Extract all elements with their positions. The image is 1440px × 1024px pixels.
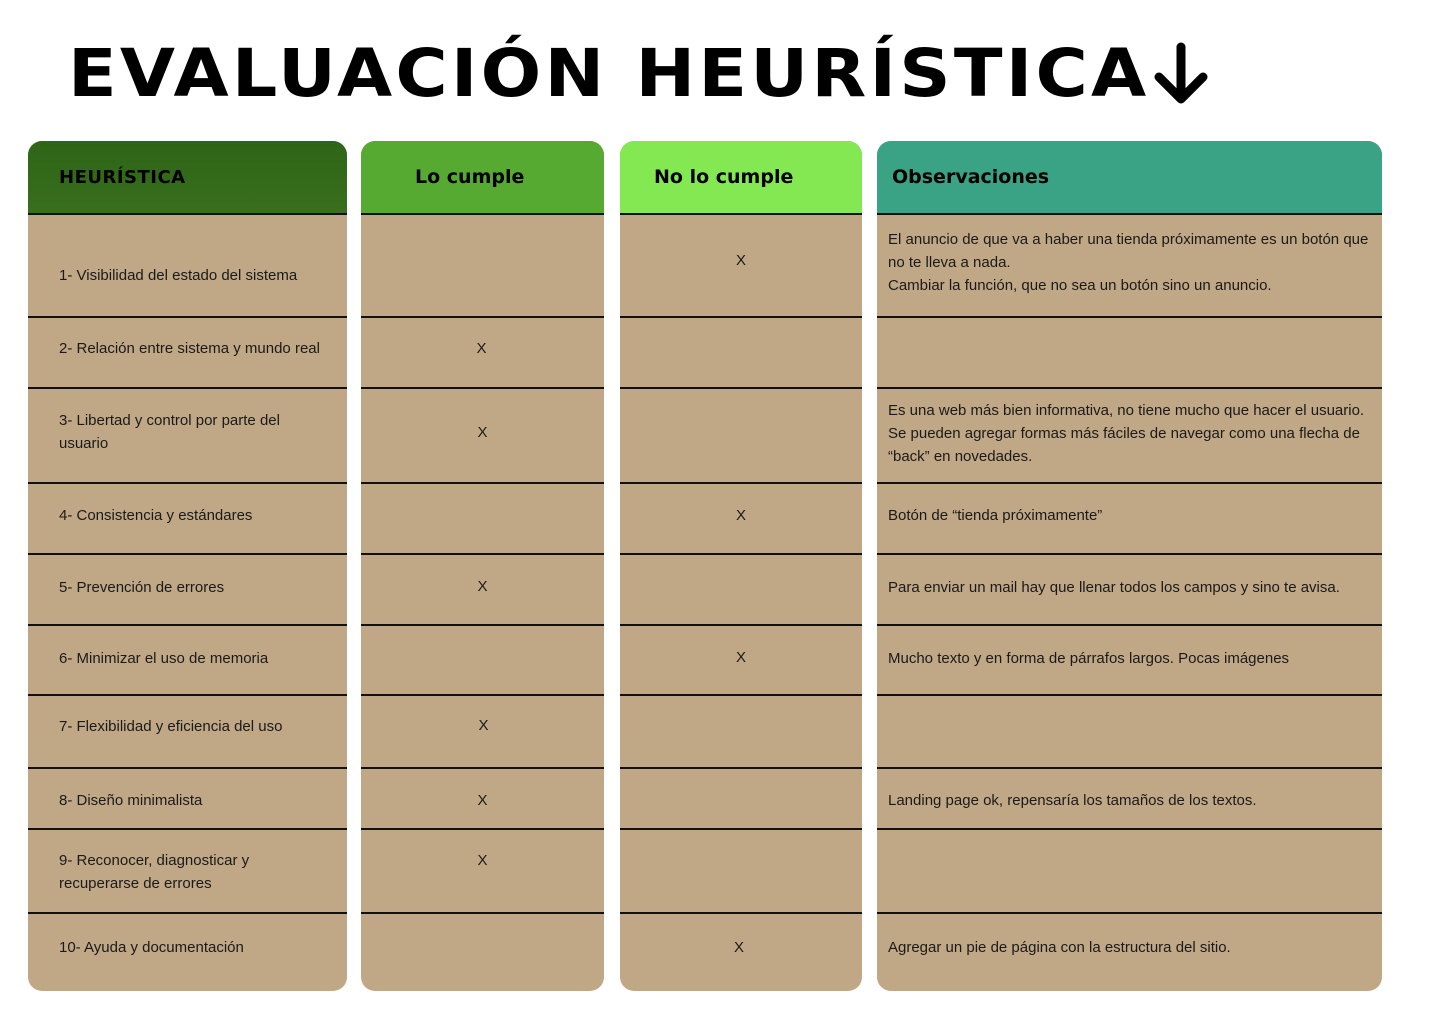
arrow-down-icon (1151, 41, 1211, 107)
check-mark: X (735, 252, 746, 269)
check-mark: X (477, 578, 488, 595)
table-row (28, 553, 347, 626)
column-no-lo-cumple (620, 141, 862, 991)
table-row (877, 215, 1382, 318)
table-row (361, 553, 604, 626)
table-row (361, 215, 604, 318)
table-row (620, 215, 862, 318)
heuristic-label: 3- Libertad y control por parte del usuario (59, 412, 280, 452)
column-header-label: Lo cumple (415, 166, 525, 188)
table-row (877, 316, 1382, 389)
table-row (361, 316, 604, 389)
table-row (28, 624, 347, 696)
table-row (877, 553, 1382, 626)
table-row (361, 624, 604, 696)
check-mark: X (733, 939, 744, 956)
table-row (361, 912, 604, 991)
heuristic-label: 8- Diseño minimalista (59, 792, 203, 809)
observation-text: Para enviar un mail hay que llenar todos los campos y sino te avisa. (888, 579, 1340, 596)
table-row (28, 828, 347, 914)
table-row (620, 912, 862, 991)
observation-text: El anuncio de que va a haber una tienda próximamente es un botón que no te lleva a nada. Cambiar la función, que no sea un botón sino un anuncio. (888, 231, 1369, 294)
table-row (620, 387, 862, 484)
table-row (877, 482, 1382, 555)
table-row (620, 828, 862, 914)
table-row (361, 387, 604, 484)
heuristic-label: 5- Prevención de errores (59, 579, 225, 596)
observation-text: Mucho texto y en forma de párrafos largos. Pocas imágenes (888, 650, 1290, 667)
column-header-observaciones (877, 141, 1382, 215)
column-header-heuristica (28, 141, 347, 215)
column-header-no-lo-cumple (620, 141, 862, 215)
column-header-label: No lo cumple (654, 166, 794, 188)
table-row (361, 828, 604, 914)
observation-text: Botón de “tienda próximamente” (888, 507, 1103, 524)
table-row (620, 482, 862, 555)
table-row (620, 694, 862, 769)
check-mark: X (478, 717, 489, 734)
heuristic-label: 10- Ayuda y documentación (59, 939, 244, 956)
table-row (361, 482, 604, 555)
table-row (28, 387, 347, 484)
table-row (877, 828, 1382, 914)
table-row (28, 215, 347, 318)
heuristic-label: 7- Flexibilidad y eficiencia del uso (59, 718, 283, 735)
check-mark: X (735, 649, 746, 666)
column-observaciones (877, 141, 1382, 991)
table-row (877, 387, 1382, 484)
table-row (620, 316, 862, 389)
table-row (28, 767, 347, 830)
heuristic-label: 6- Minimizar el uso de memoria (59, 650, 269, 667)
table-row (28, 694, 347, 769)
check-mark: X (735, 507, 746, 524)
table-row (877, 912, 1382, 991)
table-row (28, 316, 347, 389)
table-row (620, 767, 862, 830)
observation-text: Landing page ok, repensaría los tamaños de los textos. (888, 792, 1257, 809)
table-row (877, 624, 1382, 696)
table-row (620, 624, 862, 696)
check-mark: X (476, 340, 487, 357)
column-header-lo-cumple (361, 141, 604, 215)
table-row (361, 694, 604, 769)
check-mark: X (477, 792, 488, 809)
heuristic-label: 9- Reconocer, diagnosticar y recuperarse de errores (59, 852, 250, 892)
page-title: EVALUACIÓN HEURÍSTICA (68, 35, 1150, 112)
check-mark: X (477, 852, 488, 869)
column-heuristica (28, 141, 347, 991)
table-row (361, 767, 604, 830)
table-row (28, 912, 347, 991)
observation-text: Es una web más bien informativa, no tiene mucho que hacer el usuario. Se pueden agregar formas más fáciles de navegar como una flecha de “back” en novedades. (888, 402, 1365, 465)
table-row (28, 482, 347, 555)
table-row (877, 767, 1382, 830)
column-header-label: Observaciones (892, 166, 1050, 188)
observation-text: Agregar un pie de página con la estructura del sitio. (888, 939, 1231, 956)
check-mark: X (477, 424, 488, 441)
table-row (620, 553, 862, 626)
page-title-block (68, 34, 1211, 114)
heuristic-label: 1- Visibilidad del estado del sistema (59, 267, 298, 284)
table-row (877, 694, 1382, 769)
heuristic-label: 2- Relación entre sistema y mundo real (59, 340, 320, 357)
column-lo-cumple (361, 141, 604, 991)
column-header-label: HEURÍSTICA (59, 166, 186, 188)
heuristic-label: 4- Consistencia y estándares (59, 507, 253, 524)
